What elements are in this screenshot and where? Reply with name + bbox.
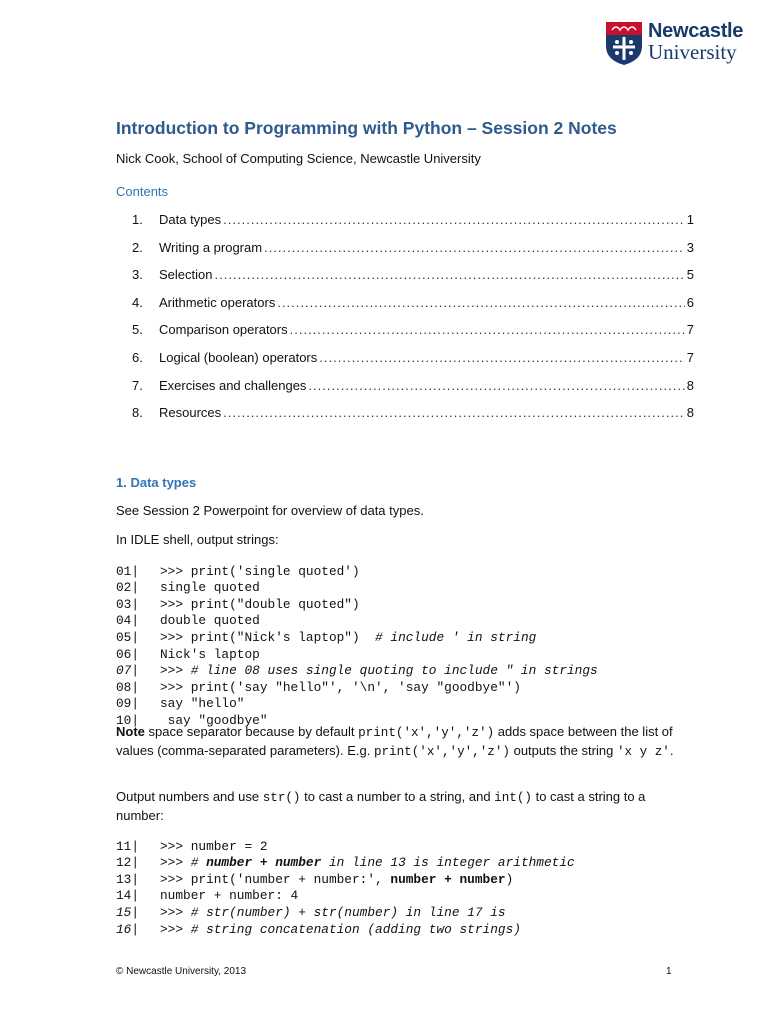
- university-logo: [604, 20, 754, 70]
- footer-copyright: © Newcastle University, 2013: [116, 966, 247, 977]
- toc-item[interactable]: [132, 295, 694, 313]
- toc-num: 6.: [132, 350, 143, 365]
- toc-item[interactable]: [132, 378, 694, 396]
- crest-icon: [604, 20, 644, 66]
- toc-label: Comparison operators: [159, 322, 288, 337]
- toc-num: 8.: [132, 405, 143, 420]
- idle-paragraph: In IDLE shell, output strings:: [116, 532, 279, 547]
- toc-label: Exercises and challenges: [159, 378, 307, 393]
- toc-item[interactable]: [132, 405, 694, 423]
- code-line: 01| >>> print('single quoted'): [116, 563, 360, 579]
- note-paragraph: Note space separator because by default print('x','y','z') adds space between the list of values (comma-separated parameters). E.g. print('x','y','z') outputs the string 'x y z'.: [116, 724, 674, 759]
- toc-label: Data types: [159, 212, 222, 227]
- logo-line1: Newcastle: [648, 20, 744, 42]
- code-line: 14| number + number: 4: [116, 888, 299, 904]
- toc-page: 7: [686, 350, 694, 365]
- author-line: Nick Cook, School of Computing Science, Newcastle University: [116, 151, 481, 166]
- toc-page: 6: [686, 295, 694, 310]
- code-line: 10| say "goodbye": [116, 712, 268, 728]
- document-title: Introduction to Programming with Python – Session 2 Notes: [116, 118, 617, 138]
- toc-page: 8: [686, 405, 694, 420]
- toc-page: 1: [686, 212, 694, 227]
- toc-label: Arithmetic operators: [159, 295, 276, 310]
- code-line: 03| >>> print("double quoted"): [116, 596, 360, 612]
- code-line: 04| double quoted: [116, 613, 260, 629]
- toc-label: Resources: [159, 405, 222, 420]
- code-line: 11| >>> number = 2: [116, 838, 268, 854]
- toc-item[interactable]: [132, 240, 694, 258]
- cast-paragraph: Output numbers and use str() to cast a number to a string, and int() to cast a string to a number:: [116, 789, 646, 823]
- toc-label: Writing a program: [159, 240, 263, 255]
- toc-num: 7.: [132, 378, 143, 393]
- note-label: Note: [116, 724, 145, 739]
- code-block-numbers: [116, 822, 575, 955]
- code-line: 09| say "hello": [116, 696, 245, 712]
- toc-item[interactable]: [132, 212, 694, 230]
- logo-line2: University: [648, 40, 737, 64]
- overview-paragraph: See Session 2 Powerpoint for overview of data types.: [116, 503, 424, 518]
- toc-num: 4.: [132, 295, 143, 310]
- toc-item[interactable]: [132, 322, 694, 340]
- toc-page: 8: [686, 378, 694, 393]
- toc-item[interactable]: [132, 267, 694, 285]
- code-line: 07| >>> # line 08 uses single quoting to include " in strings: [116, 663, 598, 679]
- code-line: 02| single quoted: [116, 580, 260, 596]
- toc-item[interactable]: [132, 350, 694, 368]
- toc-label: Selection: [159, 267, 213, 282]
- toc-label: Logical (boolean) operators: [159, 350, 318, 365]
- code-line: 06| Nick's laptop: [116, 646, 260, 662]
- code-block-strings: [116, 547, 598, 746]
- code-line: 13| >>> print('number + number:', number + number): [116, 871, 514, 887]
- contents-heading: Contents: [116, 184, 169, 199]
- toc-page: 7: [686, 322, 694, 337]
- section-heading-data-types: 1. Data types: [116, 475, 197, 490]
- code-line: 12| >>> # number + number in line 13 is integer arithmetic: [116, 855, 575, 871]
- code-line: 16| >>> # string concatenation (adding two strings): [116, 921, 521, 937]
- page-number: 1: [666, 966, 672, 977]
- logo-wordmark: [648, 20, 743, 62]
- code-line: 05| >>> print("Nick's laptop") # include ' in string: [116, 629, 537, 645]
- toc-num: 5.: [132, 322, 143, 337]
- code-line: 08| >>> print('say "hello"', '\n', 'say "goodbye"'): [116, 679, 521, 695]
- toc-num: 1.: [132, 212, 143, 227]
- toc-num: 3.: [132, 267, 143, 282]
- toc-page: 3: [686, 240, 694, 255]
- toc-num: 2.: [132, 240, 143, 255]
- toc-page: 5: [686, 267, 694, 282]
- code-line: 15| >>> # str(number) + str(number) in line 17 is: [116, 904, 506, 920]
